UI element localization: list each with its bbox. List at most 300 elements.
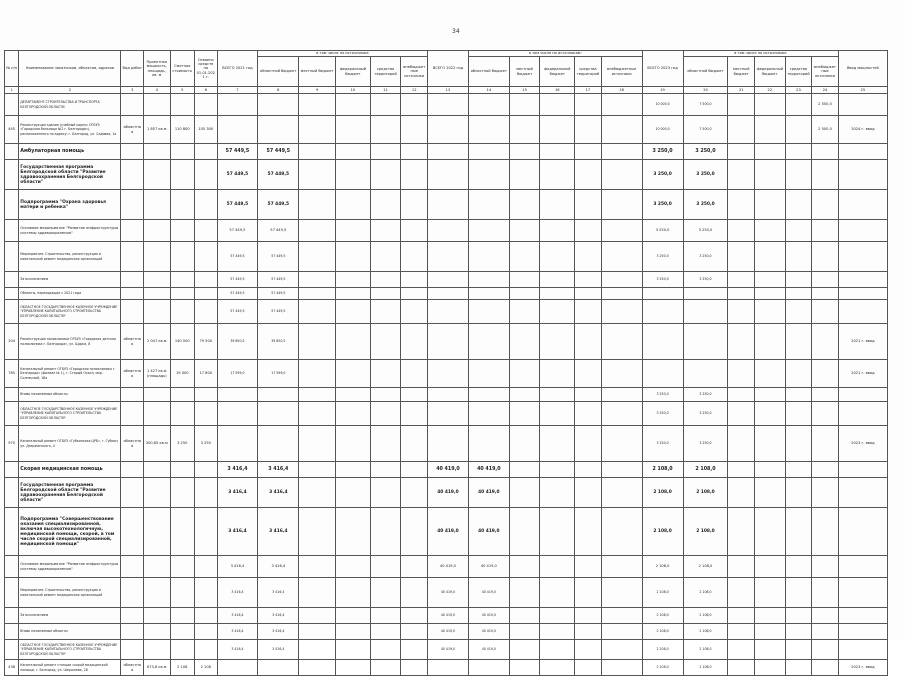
table-row [5,624,888,640]
table-header [5,51,888,94]
table-cell [401,608,428,624]
table-cell [170,578,195,608]
table-cell [601,388,642,402]
column-number-cell: 1 [5,87,19,94]
table-cell: 57 449,5 [217,300,258,324]
table-cell: 3 416,4 [217,624,258,640]
table-cell [468,94,509,116]
table-cell [121,462,143,478]
table-cell [5,462,19,478]
table-cell [785,608,812,624]
table-cell [728,508,755,556]
table-cell [428,300,469,324]
header-cell: внебюджетные источники [601,57,642,87]
table-cell [755,462,786,478]
table-cell [755,160,786,190]
header-cell: внебюджетные источники [812,57,839,87]
header-cell: Вид работ [121,51,143,87]
table-cell [258,660,299,676]
table-cell: 2 108,0 [642,508,683,556]
table-cell [728,272,755,288]
table-cell [728,300,755,324]
column-number-cell: 24 [812,87,839,94]
table-cell [812,272,839,288]
table-cell: 57 449,5 [258,272,299,288]
table-cell [468,116,509,144]
table-cell [5,300,19,324]
table-cell [838,608,887,624]
table-cell [5,242,19,272]
table-cell [838,624,887,640]
table-cell [428,116,469,144]
header-cell: средства территорий [370,57,401,87]
table-cell [401,640,428,660]
table-cell [170,508,195,556]
row-name-cell: Мероприятия: Строительство, реконструкция и капитальный ремонт медицинских организаций [19,242,121,272]
column-number-cell: 10 [336,87,371,94]
table-row [5,402,888,426]
table-cell: 2 108,0 [683,624,728,640]
column-number-cell: 9 [299,87,336,94]
table-cell: 40 419,0 [468,556,509,578]
table-cell: 57 449,5 [258,160,299,190]
table-cell [170,272,195,288]
column-number-row [5,87,888,94]
table-cell [370,220,401,242]
table-cell [509,608,540,624]
table-cell [509,508,540,556]
table-cell [5,640,19,660]
table-cell [370,288,401,300]
table-cell [170,478,195,508]
table-cell [336,426,371,462]
table-cell [575,402,602,426]
table-cell [258,426,299,462]
table-cell [299,478,336,508]
table-cell [812,360,839,388]
table-cell [838,160,887,190]
table-cell [401,624,428,640]
table-cell [728,426,755,462]
table-cell [540,144,575,160]
table-cell [838,144,887,160]
table-cell [5,578,19,608]
table-cell [575,624,602,640]
table-cell [601,288,642,300]
table-cell [683,288,728,300]
table-cell [299,426,336,462]
table-cell: 3 416,4 [217,556,258,578]
table-cell [601,478,642,508]
table-cell [812,578,839,608]
table-cell [540,556,575,578]
table-cell [838,402,887,426]
row-name-cell: Реконструкция здания (учебный корпус ОГБУЗ «Городская больница №2 г. Белгорода»), расположенного по адресу: г. Белгород, ул. Садовая, 1а [19,116,121,144]
table-cell [785,160,812,190]
table-cell [728,578,755,608]
table-cell [812,324,839,360]
table-cell [401,556,428,578]
table-cell [509,360,540,388]
table-cell [468,660,509,676]
table-cell [299,578,336,608]
table-cell: 2 108,0 [642,462,683,478]
table-cell [5,94,19,116]
table-cell [121,190,143,220]
table-cell [370,608,401,624]
table-cell [838,242,887,272]
row-name-cell: Объекты, переходящие с 2021 года [19,288,121,300]
table-cell [428,144,469,160]
table-cell [540,324,575,360]
table-cell: 438 [5,660,19,676]
column-number-cell: 25 [838,87,887,94]
table-cell [299,94,336,116]
table-cell [299,462,336,478]
table-cell [195,160,217,190]
table-cell: 3 250,0 [642,160,683,190]
table-cell [195,242,217,272]
table-cell [299,190,336,220]
table-cell [336,508,371,556]
table-cell [755,190,786,220]
table-cell [728,190,755,220]
table-cell [5,402,19,426]
table-cell [370,94,401,116]
table-cell: 3 250,0 [683,242,728,272]
table-cell [258,94,299,116]
page-number: 34 [452,28,460,35]
table-cell [642,300,683,324]
table-row [5,388,888,402]
table-cell: 57 449,5 [217,190,258,220]
table-cell [509,144,540,160]
table-cell [336,462,371,478]
table-cell [575,190,602,220]
table-cell [540,190,575,220]
table-cell [755,300,786,324]
table-cell: 40 419,0 [468,462,509,478]
table-cell [143,160,170,190]
table-cell: 2021 г. ввод [838,360,887,388]
header-cell: ВСЕГО 2022 год [428,51,469,87]
table-cell [785,426,812,462]
table-cell [299,300,336,324]
table-cell [509,324,540,360]
table-cell [143,478,170,508]
table-row [5,578,888,608]
table-cell [336,608,371,624]
table-cell: 2023 г. ввод [838,426,887,462]
table-cell: 17 599,0 [217,360,258,388]
header-cell: Освоено средств на 01.01.2021 г. [195,51,217,87]
table-cell [370,508,401,556]
table-cell [370,360,401,388]
table-cell [838,288,887,300]
table-cell [370,324,401,360]
table-cell [728,360,755,388]
table-cell: 2 108,0 [642,660,683,676]
table-cell: 57 449,5 [258,288,299,300]
table-cell [728,608,755,624]
header-cell: средства территорий [785,57,812,87]
table-cell [299,160,336,190]
table-cell [428,160,469,190]
table-cell [217,388,258,402]
table-cell [195,556,217,578]
table-cell [728,324,755,360]
row-name-cell: Капитальный ремонт ОГБУЗ «Городская поликлиника г. Белгорода» (филиал № 1), г. Старый Оскол, мкр. Солнечный, 18а [19,360,121,388]
table-cell [509,288,540,300]
table-cell [812,190,839,220]
table-cell [170,220,195,242]
table-cell [401,508,428,556]
table-cell [401,388,428,402]
table-cell [601,608,642,624]
table-cell [401,402,428,426]
table-cell [468,388,509,402]
table-cell [336,116,371,144]
table-cell [812,426,839,462]
table-cell [601,462,642,478]
table-cell [468,144,509,160]
table-cell: 3 250,0 [683,220,728,242]
table-cell [370,402,401,426]
table-cell [121,288,143,300]
table-cell: 140 000 [170,324,195,360]
table-cell [838,478,887,508]
table-cell [812,160,839,190]
table-cell [540,94,575,116]
table-cell [575,508,602,556]
table-cell [642,288,683,300]
table-cell [217,426,258,462]
table-cell: 40 419,0 [468,508,509,556]
table-cell: 105 300 [195,116,217,144]
table-cell [642,360,683,388]
table-cell [838,508,887,556]
table-cell [336,660,371,676]
row-name-cell: Подпрограмма "Совершенствование оказания специализированной, включая высокотехнологичную, медицинской помощи, скорой, в том числе скорой специализированной, медицинской помощи" [19,508,121,556]
table-cell [812,640,839,660]
table-cell [540,578,575,608]
table-cell: 2 108,0 [642,578,683,608]
table-cell [755,426,786,462]
table-cell [258,402,299,426]
table-cell: 2 108,0 [683,508,728,556]
header-group-2021: в том числе по источникам: [258,51,428,57]
table-cell [755,360,786,388]
table-cell [370,640,401,660]
table-cell: 2 047 кв.м [143,324,170,360]
table-cell [195,402,217,426]
table-cell: 40 419,0 [428,624,469,640]
column-number-cell: 15 [509,87,540,94]
column-number-cell: 7 [217,87,258,94]
table-cell: 110 800 [170,116,195,144]
table-cell: 7 500,0 [683,94,728,116]
table-cell [336,144,371,160]
table-cell [121,272,143,288]
table-cell [540,608,575,624]
table-cell [170,608,195,624]
table-cell: 3 250,0 [642,190,683,220]
table-cell [540,300,575,324]
table-cell [401,324,428,360]
table-cell [401,160,428,190]
table-cell [601,360,642,388]
table-cell [170,190,195,220]
table-cell [540,462,575,478]
table-cell [785,578,812,608]
table-cell: 2 108,0 [642,640,683,660]
table-row [5,300,888,324]
table-cell [401,116,428,144]
table-cell [195,288,217,300]
table-cell [299,144,336,160]
table-cell: 40 419,0 [428,608,469,624]
table-cell [401,660,428,676]
table-cell [575,462,602,478]
table-cell [5,624,19,640]
table-cell [401,242,428,272]
table-cell [509,462,540,478]
table-cell: 57 449,5 [217,242,258,272]
table-cell [370,660,401,676]
table-cell [336,578,371,608]
table-cell [121,402,143,426]
table-cell: 57 449,5 [258,300,299,324]
table-cell [121,624,143,640]
table-cell: 40 419,0 [468,608,509,624]
header-cell: № п/п [5,51,19,87]
table-cell [509,624,540,640]
table-cell: 40 419,0 [468,578,509,608]
table-cell [785,300,812,324]
table-cell [785,288,812,300]
table-cell [509,402,540,426]
table-cell [509,660,540,676]
table-cell [336,288,371,300]
table-cell [428,426,469,462]
table-cell: 3 250,0 [683,190,728,220]
table-cell [755,388,786,402]
table-cell [401,478,428,508]
table-cell [728,462,755,478]
table-cell [728,660,755,676]
table-cell [121,160,143,190]
table-cell [299,272,336,288]
table-cell: 2 108,0 [683,660,728,676]
column-number-cell: 3 [121,87,143,94]
table-cell [121,242,143,272]
column-number-cell: 6 [195,87,217,94]
table-cell [143,144,170,160]
table-cell: 17 800 [195,360,217,388]
table-cell [170,288,195,300]
table-cell [785,116,812,144]
table-cell [428,94,469,116]
table-cell: 19 000 [170,360,195,388]
table-cell [370,190,401,220]
column-number-cell: 12 [401,87,428,94]
table-cell [728,220,755,242]
table-cell [601,578,642,608]
table-cell [728,388,755,402]
table-cell: 3 250 [195,426,217,462]
table-cell [336,220,371,242]
table-cell [468,242,509,272]
table-cell [838,462,887,478]
table-cell [601,190,642,220]
table-cell [121,640,143,660]
table-row [5,220,888,242]
table-cell: 3 250,0 [683,402,728,426]
table-cell [575,388,602,402]
table-cell [170,144,195,160]
table-cell [838,388,887,402]
table-cell [785,660,812,676]
table-body [5,94,888,676]
table-cell: 40 419,0 [468,640,509,660]
table-cell [601,624,642,640]
table-cell [170,640,195,660]
column-number-cell: 16 [540,87,575,94]
table-cell [785,508,812,556]
table-cell [601,426,642,462]
header-group-2022: в том числе по источникам: [468,51,642,57]
header-cell: ВСЕГО 2023 год [642,51,683,87]
table-cell [217,660,258,676]
table-cell [601,324,642,360]
table-cell [401,288,428,300]
table-cell: 2 108 [195,660,217,676]
table-cell [336,624,371,640]
table-cell [170,94,195,116]
table-cell: 3 416,4 [217,478,258,508]
table-row [5,94,888,116]
table-cell [195,624,217,640]
table-cell [336,242,371,272]
table-cell [195,478,217,508]
table-cell [575,242,602,272]
table-cell [217,94,258,116]
table-cell [5,144,19,160]
table-row [5,608,888,624]
table-cell [143,288,170,300]
table-cell [143,556,170,578]
table-cell [143,94,170,116]
table-cell [812,660,839,676]
table-cell: 39 850,5 [217,324,258,360]
table-row [5,556,888,578]
table-row [5,116,888,144]
table-cell [540,426,575,462]
table-cell: 445 [5,116,19,144]
table-cell [509,578,540,608]
table-cell [143,300,170,324]
table-cell [601,116,642,144]
table-cell [5,190,19,220]
column-number-cell: 21 [728,87,755,94]
table-cell [428,360,469,388]
table-cell [5,478,19,508]
table-cell: 3 250,0 [683,388,728,402]
table-cell [785,388,812,402]
table-row [5,190,888,220]
table-cell [812,478,839,508]
table-cell [540,660,575,676]
